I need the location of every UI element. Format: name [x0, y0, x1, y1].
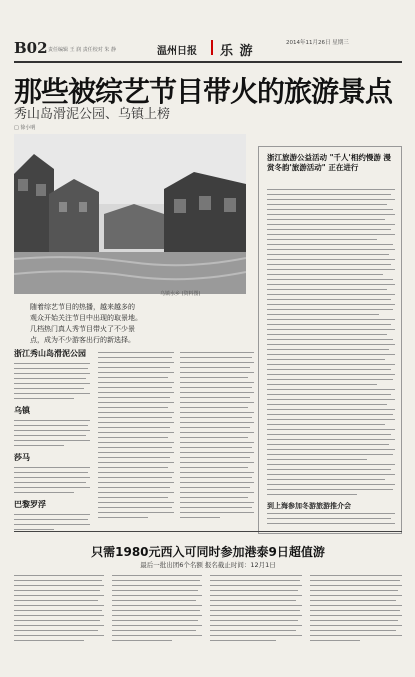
pull-quote — [30, 302, 242, 346]
column-heading: 莎马 — [14, 453, 30, 462]
ad-title: 只需1980元西入可同时参加港泰9日超值游 — [91, 545, 325, 559]
paper-logo: 温州日报 — [157, 46, 197, 57]
column-heading: 乌镇 — [14, 406, 30, 415]
ad-column-2 — [112, 575, 202, 645]
section-marker — [211, 40, 213, 55]
sidebar-title: 浙江旅游公益活动 "千人'相约慢游 漫赏冬韵'旅游活动" 正在进行 — [267, 153, 391, 172]
column-heading: 巴黎罗浮 — [14, 500, 46, 509]
ad-subtitle: 最后一批出团6个名额 报名截止时间：12月1日 — [140, 561, 276, 569]
quote-line: 观众开始关注节目中出现的取景地。 — [30, 314, 142, 322]
sidebar-box — [258, 146, 402, 534]
quote-line: 点，成为不少游客出行的新选择。 — [30, 336, 135, 344]
masthead — [14, 37, 402, 61]
editor-credit: 责任编辑 王 润 责任校对 朱 静 — [48, 47, 116, 53]
issue-date: 2014年11月26日 星期三 — [286, 40, 349, 46]
quote-line: 几档热门真人秀节目带火了不少景 — [30, 325, 135, 333]
body-column-3 — [180, 352, 254, 522]
photo-water-town — [14, 134, 246, 294]
sidebar-body-text — [267, 189, 395, 499]
sidebar-footer-heading: 到上海参加冬游旅游推介会 — [267, 502, 351, 510]
page-number: B02 — [14, 39, 48, 57]
quote-line: 随着综艺节目的热播，越来越多的 — [30, 303, 135, 311]
column-text — [14, 363, 90, 399]
body-column-2 — [98, 352, 174, 522]
photo-illustration — [14, 134, 246, 294]
headline: 那些被综艺节目带火的旅游景点 — [14, 75, 393, 108]
ad-column-1 — [14, 575, 104, 645]
column-text — [14, 514, 90, 530]
header-rule — [14, 61, 402, 63]
subheadline: 秀山岛滑泥公园、乌镇上榜 — [14, 107, 171, 122]
column-text — [14, 420, 90, 446]
photo-caption: 乌镇水乡 (资料图) — [160, 291, 201, 297]
byline: □ 徐小明 — [14, 125, 36, 131]
body-column-1 — [14, 348, 90, 534]
ad-divider — [14, 531, 402, 532]
ad-column-3 — [210, 575, 302, 645]
column-text — [14, 467, 90, 493]
section-name: 乐 游 — [220, 44, 254, 59]
ad-column-4 — [310, 575, 402, 645]
column-heading: 浙江秀山岛滑泥公园 — [14, 349, 86, 358]
sidebar-footer-text — [267, 513, 395, 528]
